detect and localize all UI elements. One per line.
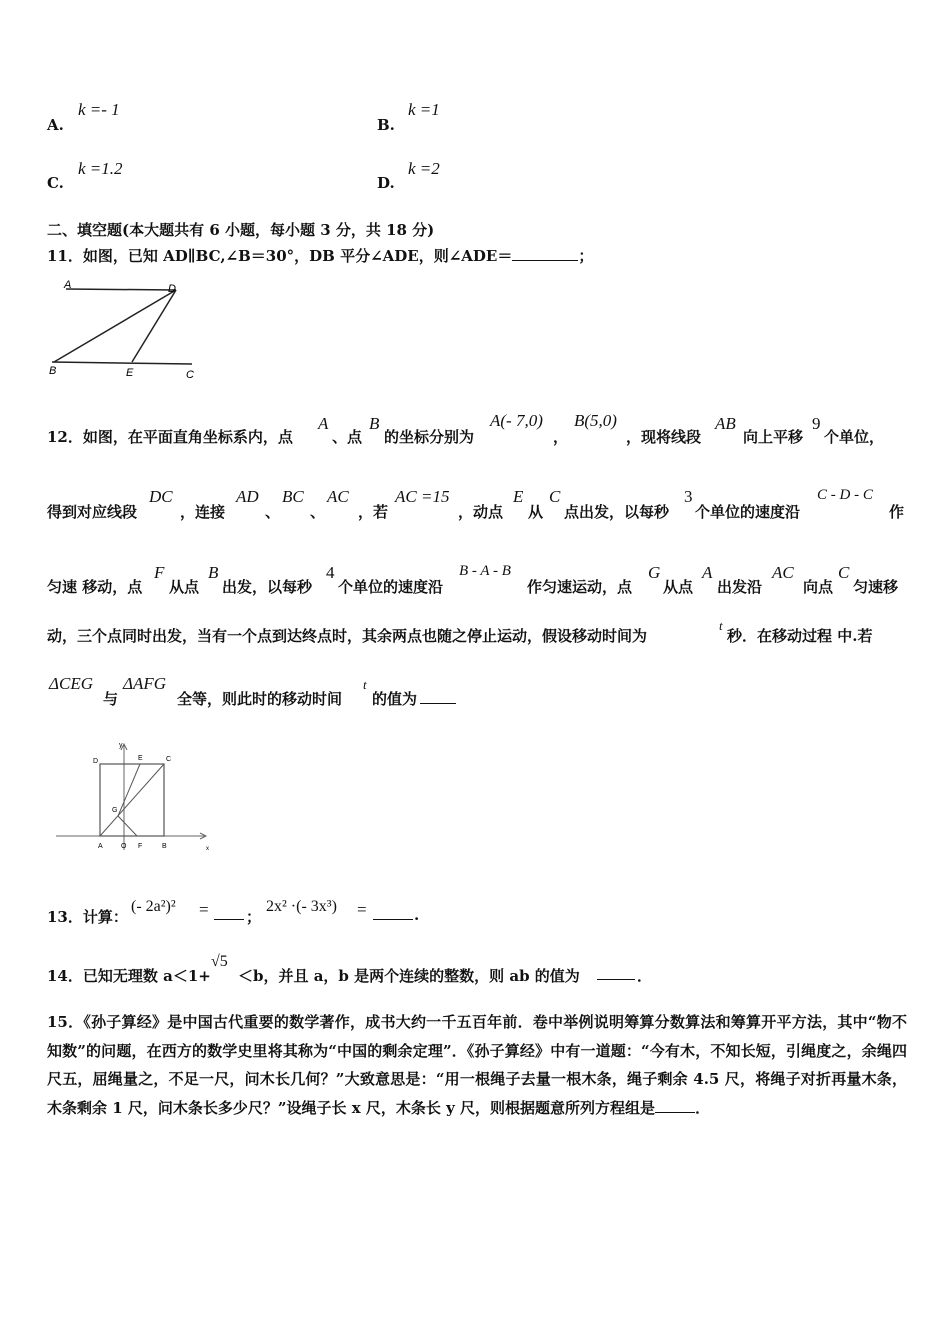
q12-fig-e: E bbox=[138, 755, 143, 762]
q13-sep: ； bbox=[246, 908, 262, 926]
q12-l3-e: 作匀速运动，点 bbox=[527, 578, 633, 596]
q12-path-bab: B - A - B bbox=[459, 563, 511, 579]
q11-figure bbox=[44, 276, 204, 386]
q12-fig-b: B bbox=[162, 843, 167, 850]
q12-l3-h: 向点 bbox=[803, 578, 834, 596]
q11-label-b: B bbox=[49, 365, 57, 377]
q12-fig-a: A bbox=[98, 843, 103, 850]
q12-l1-f: 个单位， bbox=[824, 428, 885, 446]
q11-line bbox=[47, 245, 593, 266]
q12-l2-e: 从 bbox=[528, 503, 544, 521]
q11-end: ； bbox=[578, 247, 594, 265]
q12-l5-b: 全等，则此时的移动时间 bbox=[177, 690, 343, 708]
q12-point-b: B bbox=[369, 414, 380, 433]
q14-blank bbox=[597, 979, 635, 980]
q12-point-c2: C bbox=[838, 563, 850, 582]
q12-seg-ad: AD bbox=[236, 487, 259, 506]
q12-fig-d: D bbox=[93, 758, 99, 765]
q12-point-g: G bbox=[648, 563, 661, 582]
q12-t2: t bbox=[363, 677, 367, 692]
q12-sep2: 、 bbox=[310, 503, 326, 521]
q12-l3-i: 匀速移 bbox=[853, 578, 899, 596]
q12-seg-ac2: AC bbox=[772, 563, 794, 582]
q15-blank bbox=[655, 1098, 695, 1113]
q12-l3-c: 出发，以每秒 bbox=[222, 578, 313, 596]
q12-figure bbox=[54, 738, 219, 856]
q12-l2-d: ，动点 bbox=[458, 503, 504, 521]
q11-label-e: E bbox=[126, 367, 134, 379]
q13-expr2: 2x² ·(- 3x³) bbox=[266, 898, 337, 915]
q12-sep1: 、 bbox=[265, 503, 281, 521]
q12-point-e: E bbox=[513, 487, 524, 506]
q12-t1: t bbox=[719, 618, 723, 633]
q12-fig-f: F bbox=[138, 843, 143, 850]
q12-l2-b: ，连接 bbox=[180, 503, 226, 521]
q12-point-a2: A bbox=[702, 563, 713, 582]
q12-l5-c: 的值为 bbox=[372, 690, 418, 708]
q12-l1-b: 、点 bbox=[332, 428, 363, 446]
q12-l2-a: 得到对应线段 bbox=[47, 503, 138, 521]
q11-label-c: C bbox=[186, 369, 194, 381]
option-a-expr: k =- 1 bbox=[78, 100, 120, 119]
option-c-letter: C. bbox=[47, 174, 64, 192]
q13-expr1: (- 2a²)² bbox=[131, 898, 176, 915]
q13-blank2 bbox=[373, 919, 413, 920]
q12-l3-d: 个单位的速度沿 bbox=[338, 578, 444, 596]
option-a-letter: A. bbox=[47, 116, 64, 134]
q12-l3-f: 从点 bbox=[663, 578, 694, 596]
q14-text-a: 14．已知无理数 a＜1+ bbox=[47, 967, 211, 985]
q12-point-b2: B bbox=[208, 563, 219, 582]
q15-end: ． bbox=[695, 1098, 711, 1117]
q15-text: 15．《孙子算经》是中国古代重要的数学著作，成书大约一千五百年前．卷中举例说明筹算分数算法和筹算开平方法，其中“物不知数”的问题，在西方的数学史里将其称为“中国的剩余定理”．《孙子算经》中有一道题：“今有木，不知长短，引绳度之，余绳四尺五，屈绳量之，不足一尺，问木长几何？”大致意思是：“用一根绳子去量一根木条，绳子剩余 4.5 尺，将绳子对折再量木条，木条剩余 1 尺，问木条长多少尺？”设绳子长 x 尺，木条长 y 尺，则根据题意所列方程组是 bbox=[47, 1013, 907, 1117]
q14-end: ． bbox=[637, 967, 653, 985]
q13-eq2: = bbox=[357, 900, 367, 919]
q12-l3-b: 从点 bbox=[169, 578, 200, 596]
q12-coord-a: A(- 7,0) bbox=[490, 411, 543, 430]
q12-blank bbox=[420, 703, 456, 704]
q11-label-a: A bbox=[64, 279, 72, 291]
q12-point-c: C bbox=[549, 487, 561, 506]
q13-blank1 bbox=[214, 919, 244, 920]
q12-l1-e: 向上平移 bbox=[743, 428, 804, 446]
q12-fig-g: G bbox=[112, 807, 118, 814]
q12-l2-h: 作 bbox=[889, 503, 905, 521]
q11-blank bbox=[512, 246, 578, 261]
q12-nine: 9 bbox=[812, 414, 821, 433]
q12-fig-o: O bbox=[121, 843, 127, 850]
option-b-expr: k =1 bbox=[408, 100, 440, 119]
q12-l2-f: 点出发，以每秒 bbox=[564, 503, 670, 521]
q12-l1-d: ，现将线段 bbox=[626, 428, 702, 446]
q12-fig-x: x bbox=[206, 846, 209, 852]
q13-label: 13．计算： bbox=[47, 908, 128, 926]
q13-end: . bbox=[414, 906, 420, 924]
q12-fig-c: C bbox=[166, 756, 172, 763]
q12-l1-a: 12．如图，在平面直角坐标系内，点 bbox=[47, 428, 293, 446]
q13-eq1: = bbox=[199, 900, 209, 919]
q12-seg-ab: AB bbox=[715, 414, 736, 433]
q12-seg-dc: DC bbox=[149, 487, 173, 506]
q12-fig-y: y bbox=[119, 742, 123, 749]
q11-text: 11．如图，已知 AD∥BC,∠B＝30°，DB 平分∠ADE，则∠ADE＝ bbox=[47, 247, 513, 265]
q12-comma: ， bbox=[553, 428, 569, 446]
q12-seg-bc: BC bbox=[282, 487, 304, 506]
q12-l4: 动，三个点同时出发，当有一个点到达终点时，其余两点也随之停止运动，假设移动时间为 bbox=[47, 627, 648, 645]
section-title: 二、填空题(本大题共有 6 小题，每小题 3 分，共 18 分) bbox=[47, 221, 435, 239]
option-b-letter: B. bbox=[377, 116, 395, 134]
q12-path-cdc: C - D - C bbox=[817, 487, 873, 503]
q15-paragraph bbox=[47, 1008, 907, 1122]
option-d-letter: D. bbox=[377, 174, 395, 192]
q12-four: 4 bbox=[326, 563, 335, 582]
q11-label-d: D bbox=[168, 283, 176, 295]
q12-ac15: AC =15 bbox=[395, 487, 450, 506]
q12-coord-b: B(5,0) bbox=[574, 411, 617, 430]
q12-l1-c: 的坐标分别为 bbox=[384, 428, 475, 446]
q12-seg-ac: AC bbox=[327, 487, 349, 506]
q12-l3-g: 出发沿 bbox=[717, 578, 763, 596]
q12-three: 3 bbox=[684, 487, 693, 506]
q14-sqrt5: √5 bbox=[211, 953, 228, 970]
option-d-expr: k =2 bbox=[408, 159, 440, 178]
q12-point-f: F bbox=[154, 563, 165, 582]
q12-l2-c: ，若 bbox=[358, 503, 389, 521]
q12-tri-ceg: ΔCEG bbox=[49, 674, 93, 693]
q12-l4-b: 秒．在移动过程 中.若 bbox=[727, 627, 873, 645]
q12-l2-g: 个单位的速度沿 bbox=[695, 503, 801, 521]
q12-point-a: A bbox=[318, 414, 329, 433]
q14-text-b: ＜b，并且 a，b 是两个连续的整数，则 ab 的值为 bbox=[238, 967, 580, 985]
q12-l5-a: 与 bbox=[103, 690, 119, 708]
option-c-expr: k =1.2 bbox=[78, 159, 123, 178]
q12-l3-a: 匀速 移动，点 bbox=[47, 578, 143, 596]
q12-tri-afg: ΔAFG bbox=[123, 674, 167, 693]
